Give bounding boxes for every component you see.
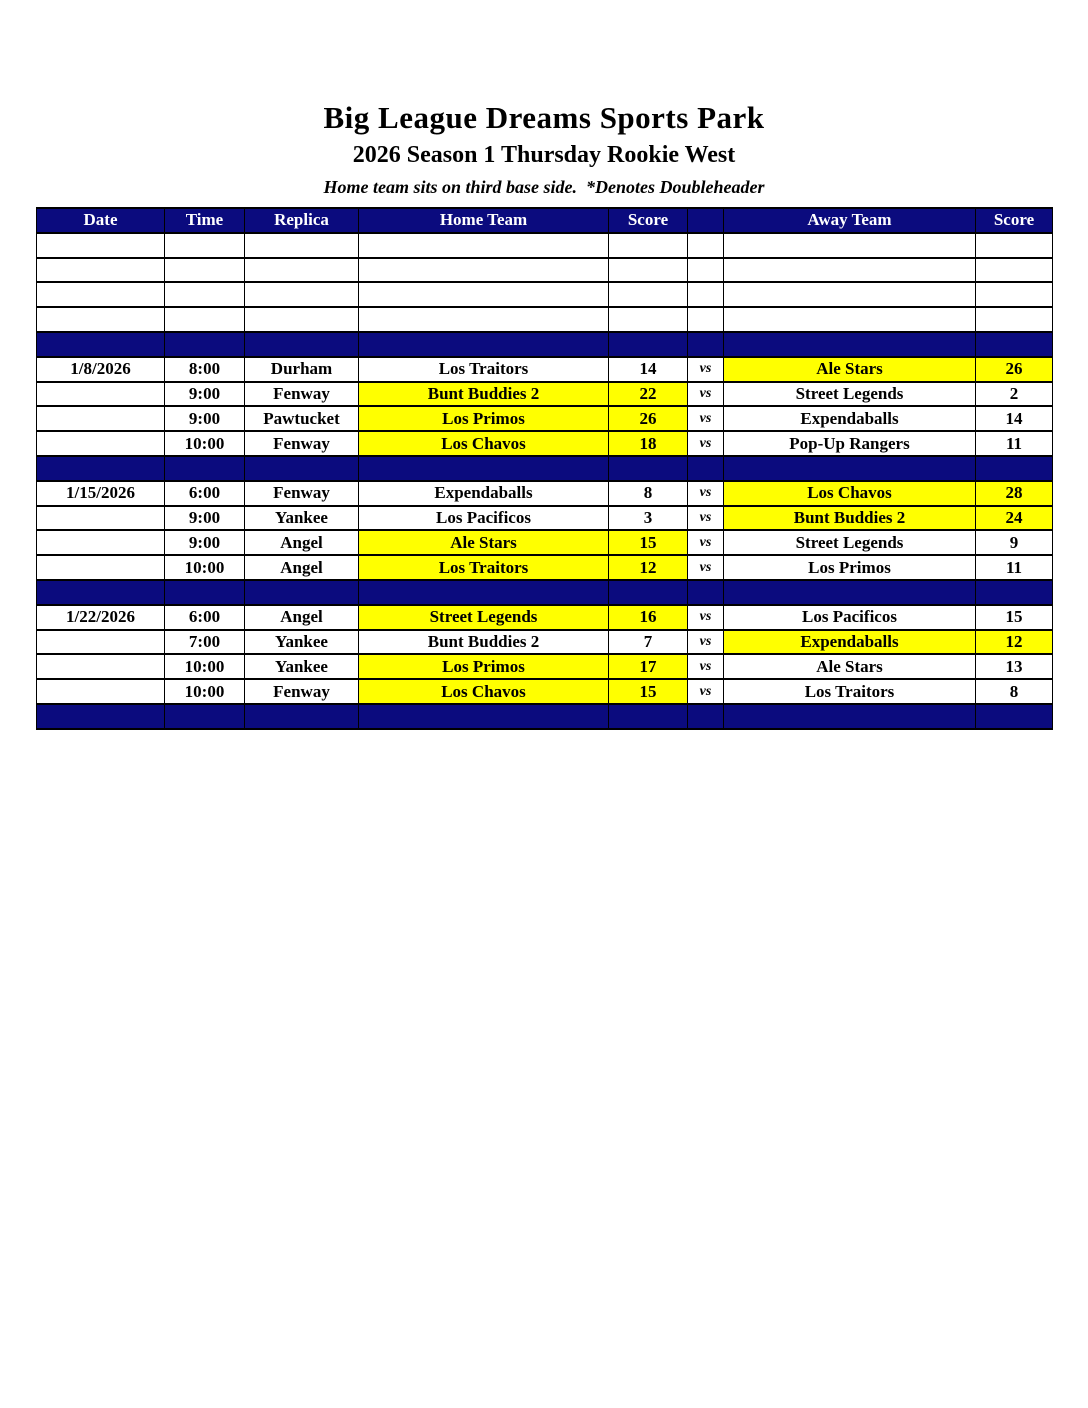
- separator-home-team-cell: [359, 456, 609, 481]
- table-row: [37, 258, 1053, 283]
- empty-home-team-cell: [359, 233, 609, 258]
- empty-home-team-cell: [359, 282, 609, 307]
- empty-replica-cell: [245, 307, 359, 332]
- empty-date-cell: [37, 307, 165, 332]
- header-home-team: Home Team: [359, 208, 609, 233]
- date-cell: [37, 555, 165, 580]
- separator-away-team-cell: [724, 704, 976, 729]
- header-home-score: Score: [609, 208, 688, 233]
- vs-cell: vs: [688, 382, 724, 407]
- empty-away-team-cell: [724, 307, 976, 332]
- table-row: [37, 580, 1053, 605]
- away-team-cell: Los Traitors: [724, 679, 976, 704]
- away-score-cell: 26: [976, 357, 1053, 382]
- vs-cell: vs: [688, 506, 724, 531]
- date-cell: [37, 654, 165, 679]
- table-row: [37, 679, 1053, 704]
- page-subtitle: 2026 Season 1 Thursday Rookie West: [352, 142, 736, 168]
- time-cell: 6:00: [165, 481, 245, 506]
- empty-away-score-cell: [976, 233, 1053, 258]
- empty-away-score-cell: [976, 258, 1053, 283]
- table-row: [37, 530, 1053, 555]
- table-row: [37, 456, 1053, 481]
- empty-home-team-cell: [359, 307, 609, 332]
- away-score-cell: 14: [976, 406, 1053, 431]
- table-row: [37, 406, 1053, 431]
- separator-home-team-cell: [359, 704, 609, 729]
- home-team-cell: Los Primos: [359, 654, 609, 679]
- away-team-cell: Ale Stars: [724, 357, 976, 382]
- time-cell: 7:00: [165, 630, 245, 655]
- home-score-cell: 18: [609, 431, 688, 456]
- empty-away-score-cell: [976, 307, 1053, 332]
- replica-cell: Fenway: [245, 679, 359, 704]
- empty-away-team-cell: [724, 282, 976, 307]
- time-cell: 8:00: [165, 357, 245, 382]
- separator-vs-cell: [688, 704, 724, 729]
- header-replica: Replica: [245, 208, 359, 233]
- table-row: [37, 555, 1053, 580]
- date-cell: 1/15/2026: [37, 481, 165, 506]
- home-score-cell: 8: [609, 481, 688, 506]
- separator-date-cell: [37, 456, 165, 481]
- home-team-cell: Street Legends: [359, 605, 609, 630]
- home-team-cell: Los Chavos: [359, 679, 609, 704]
- page-note: Home team sits on third base side. *Denotes Doubleheader: [323, 177, 765, 197]
- page-title: Big League Dreams Sports Park: [323, 100, 765, 135]
- empty-home-score-cell: [609, 233, 688, 258]
- empty-date-cell: [37, 233, 165, 258]
- table-row: [37, 307, 1053, 332]
- replica-cell: Yankee: [245, 506, 359, 531]
- separator-away-team-cell: [724, 580, 976, 605]
- empty-vs-cell: [688, 233, 724, 258]
- empty-vs-cell: [688, 258, 724, 283]
- time-cell: 10:00: [165, 679, 245, 704]
- separator-home-team-cell: [359, 580, 609, 605]
- empty-vs-cell: [688, 307, 724, 332]
- header-time: Time: [165, 208, 245, 233]
- replica-cell: Fenway: [245, 382, 359, 407]
- vs-cell: vs: [688, 481, 724, 506]
- home-score-cell: 16: [609, 605, 688, 630]
- table-row: [37, 506, 1053, 531]
- table-row: [37, 208, 1053, 233]
- away-team-cell: Expendaballs: [724, 630, 976, 655]
- schedule-table-body: [37, 208, 1053, 729]
- empty-home-score-cell: [609, 307, 688, 332]
- separator-home-score-cell: [609, 704, 688, 729]
- replica-cell: Pawtucket: [245, 406, 359, 431]
- date-cell: [37, 530, 165, 555]
- empty-home-score-cell: [609, 258, 688, 283]
- home-score-cell: 12: [609, 555, 688, 580]
- separator-away-score-cell: [976, 704, 1053, 729]
- away-team-cell: Los Primos: [724, 555, 976, 580]
- separator-time-cell: [165, 704, 245, 729]
- separator-replica-cell: [245, 332, 359, 357]
- away-score-cell: 11: [976, 431, 1053, 456]
- away-team-cell: Pop-Up Rangers: [724, 431, 976, 456]
- vs-cell: vs: [688, 630, 724, 655]
- replica-cell: Yankee: [245, 630, 359, 655]
- separator-time-cell: [165, 456, 245, 481]
- vs-cell: vs: [688, 431, 724, 456]
- empty-vs-cell: [688, 282, 724, 307]
- date-cell: 1/22/2026: [37, 605, 165, 630]
- vs-cell: vs: [688, 679, 724, 704]
- away-team-cell: Expendaballs: [724, 406, 976, 431]
- time-cell: 6:00: [165, 605, 245, 630]
- empty-home-team-cell: [359, 258, 609, 283]
- vs-cell: vs: [688, 406, 724, 431]
- separator-away-score-cell: [976, 580, 1053, 605]
- table-row: [37, 233, 1053, 258]
- empty-time-cell: [165, 307, 245, 332]
- table-row: [37, 704, 1053, 729]
- empty-date-cell: [37, 282, 165, 307]
- away-team-cell: Street Legends: [724, 530, 976, 555]
- home-team-cell: Bunt Buddies 2: [359, 382, 609, 407]
- separator-replica-cell: [245, 704, 359, 729]
- separator-replica-cell: [245, 456, 359, 481]
- time-cell: 10:00: [165, 431, 245, 456]
- away-team-cell: Los Pacificos: [724, 605, 976, 630]
- home-score-cell: 15: [609, 530, 688, 555]
- separator-time-cell: [165, 332, 245, 357]
- home-score-cell: 7: [609, 630, 688, 655]
- empty-away-score-cell: [976, 282, 1053, 307]
- away-score-cell: 13: [976, 654, 1053, 679]
- replica-cell: Fenway: [245, 481, 359, 506]
- separator-date-cell: [37, 704, 165, 729]
- home-score-cell: 15: [609, 679, 688, 704]
- away-team-cell: Street Legends: [724, 382, 976, 407]
- separator-vs-cell: [688, 332, 724, 357]
- away-score-cell: 28: [976, 481, 1053, 506]
- table-row: [37, 382, 1053, 407]
- away-score-cell: 24: [976, 506, 1053, 531]
- away-score-cell: 15: [976, 605, 1053, 630]
- date-cell: [37, 506, 165, 531]
- home-team-cell: Los Pacificos: [359, 506, 609, 531]
- separator-vs-cell: [688, 580, 724, 605]
- home-team-cell: Ale Stars: [359, 530, 609, 555]
- home-team-cell: Expendaballs: [359, 481, 609, 506]
- away-score-cell: 12: [976, 630, 1053, 655]
- home-team-cell: Bunt Buddies 2: [359, 630, 609, 655]
- empty-time-cell: [165, 233, 245, 258]
- separator-date-cell: [37, 332, 165, 357]
- time-cell: 9:00: [165, 382, 245, 407]
- header-date: Date: [37, 208, 165, 233]
- empty-away-team-cell: [724, 233, 976, 258]
- home-team-cell: Los Primos: [359, 406, 609, 431]
- replica-cell: Angel: [245, 555, 359, 580]
- separator-home-score-cell: [609, 456, 688, 481]
- replica-cell: Durham: [245, 357, 359, 382]
- empty-replica-cell: [245, 233, 359, 258]
- replica-cell: Fenway: [245, 431, 359, 456]
- time-cell: 10:00: [165, 555, 245, 580]
- vs-cell: vs: [688, 555, 724, 580]
- date-cell: [37, 382, 165, 407]
- table-row: [37, 282, 1053, 307]
- table-row: [37, 357, 1053, 382]
- separator-replica-cell: [245, 580, 359, 605]
- time-cell: 9:00: [165, 406, 245, 431]
- date-cell: [37, 431, 165, 456]
- header-away-score: Score: [976, 208, 1053, 233]
- away-score-cell: 2: [976, 382, 1053, 407]
- away-team-cell: Ale Stars: [724, 654, 976, 679]
- vs-cell: vs: [688, 654, 724, 679]
- vs-cell: vs: [688, 605, 724, 630]
- away-score-cell: 9: [976, 530, 1053, 555]
- separator-home-team-cell: [359, 332, 609, 357]
- date-cell: [37, 630, 165, 655]
- away-score-cell: 8: [976, 679, 1053, 704]
- home-score-cell: 3: [609, 506, 688, 531]
- table-row: [37, 431, 1053, 456]
- home-team-cell: Los Chavos: [359, 431, 609, 456]
- separator-away-team-cell: [724, 456, 976, 481]
- separator-home-score-cell: [609, 580, 688, 605]
- replica-cell: Yankee: [245, 654, 359, 679]
- empty-away-team-cell: [724, 258, 976, 283]
- away-score-cell: 11: [976, 555, 1053, 580]
- table-row: [37, 332, 1053, 357]
- header-vs: [688, 208, 724, 233]
- home-score-cell: 26: [609, 406, 688, 431]
- home-team-cell: Los Traitors: [359, 357, 609, 382]
- empty-time-cell: [165, 258, 245, 283]
- home-score-cell: 14: [609, 357, 688, 382]
- replica-cell: Angel: [245, 530, 359, 555]
- separator-away-score-cell: [976, 332, 1053, 357]
- time-cell: 10:00: [165, 654, 245, 679]
- time-cell: 9:00: [165, 506, 245, 531]
- empty-replica-cell: [245, 258, 359, 283]
- separator-vs-cell: [688, 456, 724, 481]
- empty-date-cell: [37, 258, 165, 283]
- separator-home-score-cell: [609, 332, 688, 357]
- page-header: [0, 98, 1088, 202]
- empty-home-score-cell: [609, 282, 688, 307]
- date-cell: 1/8/2026: [37, 357, 165, 382]
- table-row: [37, 654, 1053, 679]
- separator-time-cell: [165, 580, 245, 605]
- home-team-cell: Los Traitors: [359, 555, 609, 580]
- home-score-cell: 17: [609, 654, 688, 679]
- home-score-cell: 22: [609, 382, 688, 407]
- table-row: [37, 605, 1053, 630]
- separator-away-score-cell: [976, 456, 1053, 481]
- empty-time-cell: [165, 282, 245, 307]
- separator-away-team-cell: [724, 332, 976, 357]
- date-cell: [37, 679, 165, 704]
- table-row: [37, 630, 1053, 655]
- away-team-cell: Bunt Buddies 2: [724, 506, 976, 531]
- schedule-table: [36, 207, 1053, 730]
- date-cell: [37, 406, 165, 431]
- table-row: [37, 481, 1053, 506]
- vs-cell: vs: [688, 357, 724, 382]
- away-team-cell: Los Chavos: [724, 481, 976, 506]
- empty-replica-cell: [245, 282, 359, 307]
- header-away-team: Away Team: [724, 208, 976, 233]
- separator-date-cell: [37, 580, 165, 605]
- time-cell: 9:00: [165, 530, 245, 555]
- replica-cell: Angel: [245, 605, 359, 630]
- vs-cell: vs: [688, 530, 724, 555]
